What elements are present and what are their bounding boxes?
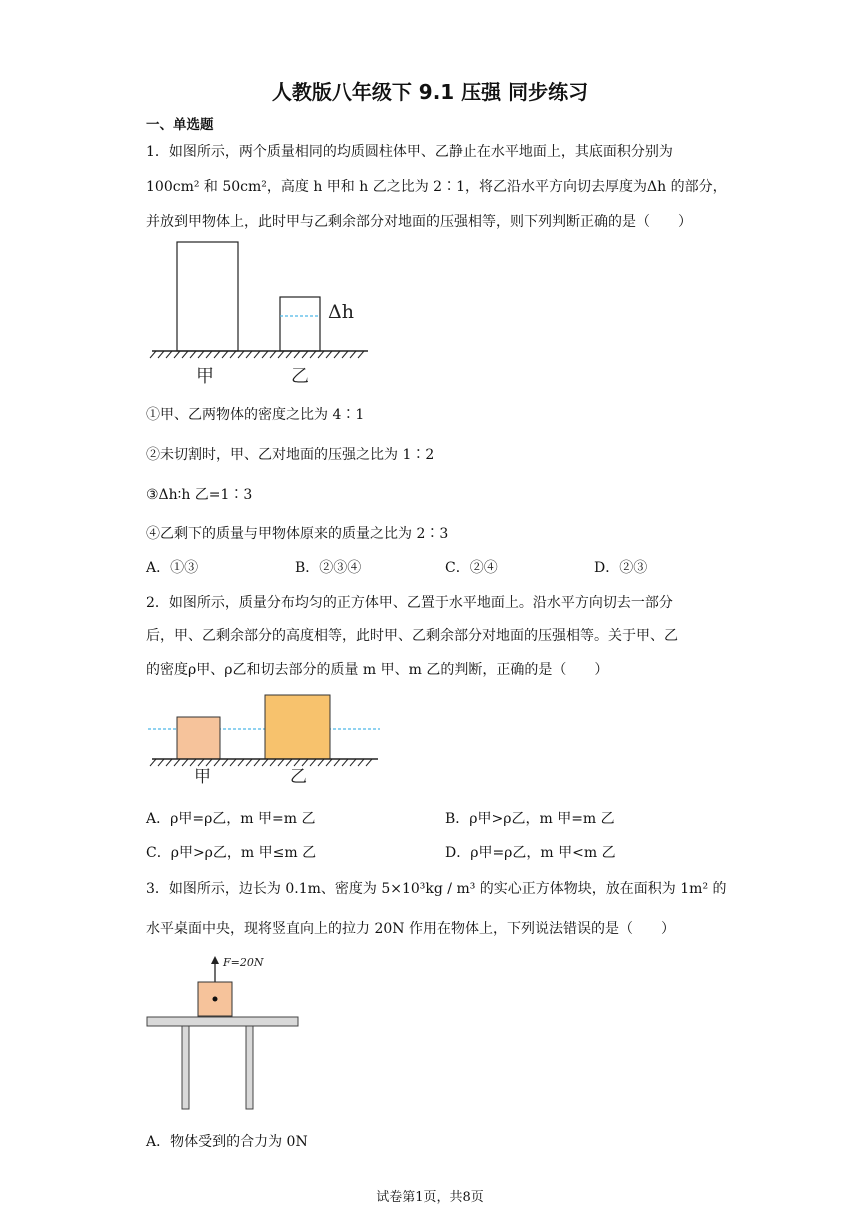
q3-option-a[interactable]: A．物体受到的合力为 0N xyxy=(146,1134,308,1150)
center-point xyxy=(213,997,218,1002)
arrow-head xyxy=(211,956,219,964)
label-jia: 甲 xyxy=(196,366,214,387)
q1-statement-2: ②未切割时，甲、乙对地面的压强之比为 1∶2 xyxy=(146,447,435,463)
cube-yi xyxy=(265,695,330,759)
q3-line-1: 3．如图所示，边长为 0.1m、密度为 5×10³kg / m³ 的实心正方体物块，放在面积为 1m² 的 xyxy=(146,881,727,897)
q1-option-a[interactable]: A．①③ xyxy=(146,560,199,576)
cylinder-jia xyxy=(177,242,238,351)
q2-figure xyxy=(146,692,386,792)
cube-jia xyxy=(177,717,220,759)
q1-figure xyxy=(146,238,386,388)
q1-statement-4: ④乙剩下的质量与甲物体原来的质量之比为 2∶3 xyxy=(146,526,449,542)
q1-line-3: 并放到甲物体上，此时甲与乙剩余部分对地面的压强相等，则下列判断正确的是（ ） xyxy=(146,214,692,230)
label-yi: 乙 xyxy=(290,767,307,787)
page-footer: 试卷第1页，共8页 xyxy=(376,1190,484,1205)
cylinder-yi xyxy=(280,297,320,351)
table-leg-right xyxy=(246,1026,253,1109)
q2-option-a[interactable]: A．ρ甲=ρ乙，m 甲=m 乙 xyxy=(146,811,316,827)
table-leg-left xyxy=(182,1026,189,1109)
q2-line-1: 2．如图所示，质量分布均匀的正方体甲、乙置于水平地面上。沿水平方向切去一部分 xyxy=(146,595,673,611)
q1-statement-3: ③Δh∶h 乙=1∶3 xyxy=(146,487,253,503)
label-yi: 乙 xyxy=(291,366,309,387)
q1-option-d[interactable]: D．②③ xyxy=(594,560,648,576)
force-label: F=20N xyxy=(223,956,264,969)
section-heading: 一、单选题 xyxy=(146,117,214,133)
q2-option-b[interactable]: B．ρ甲>ρ乙，m 甲=m 乙 xyxy=(445,811,615,827)
label-delta-h: Δh xyxy=(328,301,354,323)
q3-line-2: 水平桌面中央，现将竖直向上的拉力 20N 作用在物体上，下列说法错误的是（ ） xyxy=(146,921,675,937)
q1-option-c[interactable]: C．②④ xyxy=(445,560,498,576)
label-jia: 甲 xyxy=(194,767,211,787)
ground-hatch xyxy=(150,759,372,766)
q1-line-1: 1．如图所示，两个质量相同的均质圆柱体甲、乙静止在水平地面上，其底面积分别为 xyxy=(146,144,673,160)
q2-option-d[interactable]: D．ρ甲=ρ乙，m 甲<m 乙 xyxy=(445,845,616,861)
page-title: 人教版八年级下 9.1 压强 同步练习 xyxy=(271,80,589,104)
q2-option-c[interactable]: C．ρ甲>ρ乙，m 甲≤m 乙 xyxy=(146,845,317,861)
table-top xyxy=(147,1017,298,1026)
q2-line-3: 的密度ρ甲、ρ乙和切去部分的质量 m 甲、m 乙的判断，正确的是（ ） xyxy=(146,662,609,678)
q1-line-2: 100cm² 和 50cm²，高度 h 甲和 h 乙之比为 2∶1，将乙沿水平方向切去厚度为Δh 的部分， xyxy=(146,179,727,195)
q1-option-b[interactable]: B．②③④ xyxy=(295,560,362,576)
q3-figure xyxy=(146,950,306,1115)
q2-line-2: 后，甲、乙剩余部分的高度相等，此时甲、乙剩余部分对地面的压强相等。关于甲、乙 xyxy=(146,628,678,644)
q1-statement-1: ①甲、乙两物体的密度之比为 4∶1 xyxy=(146,407,365,423)
ground-hatch xyxy=(150,351,364,358)
